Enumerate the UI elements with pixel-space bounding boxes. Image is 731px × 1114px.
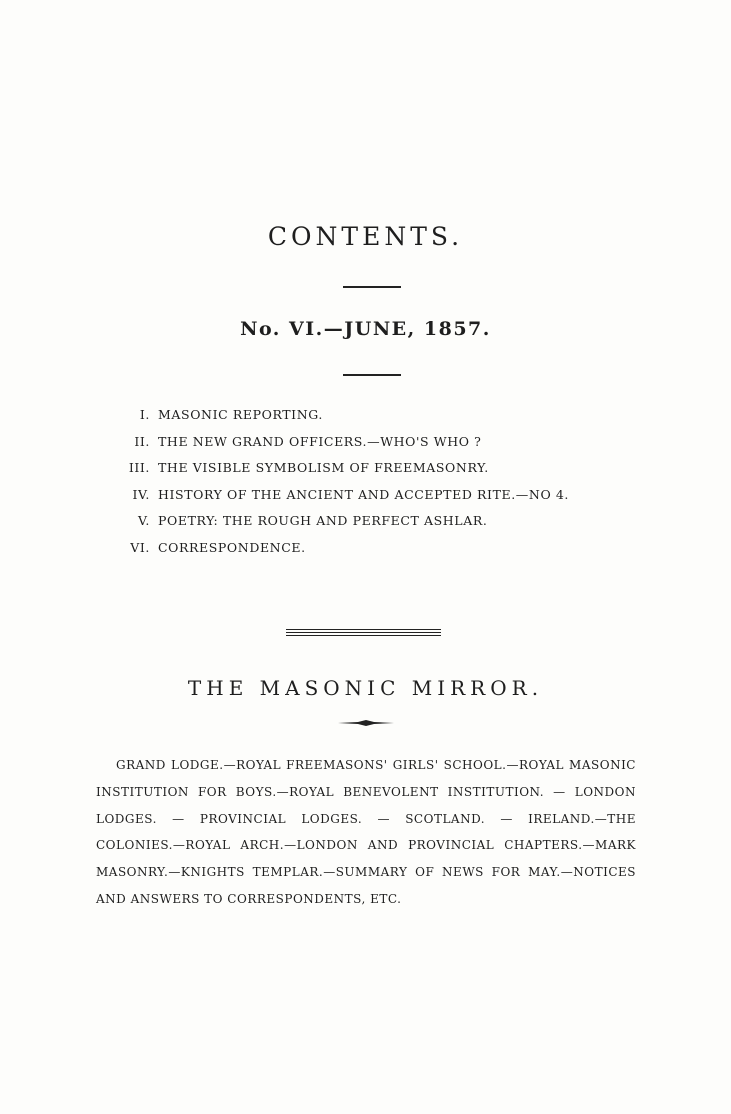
item-title: THE VISIBLE SYMBOLISM OF FREEMASONRY. [158, 460, 489, 476]
item-number: V. [137, 513, 150, 529]
contents-item [112, 482, 632, 509]
item-title: CORRESPONDENCE. [158, 539, 306, 555]
contents-item [112, 402, 632, 429]
contents-item [112, 429, 632, 456]
title-rule [343, 286, 401, 288]
item-number: II. [134, 433, 150, 449]
item-title: POETRY: THE ROUGH AND PERFECT ASHLAR. [158, 513, 488, 529]
contents-item [112, 508, 632, 535]
item-number: IV. [132, 486, 150, 502]
contents-list [112, 402, 632, 562]
issue-rule [343, 374, 401, 376]
item-number: III. [128, 460, 150, 476]
double-rule-middle [286, 632, 441, 633]
section-title: THE MASONIC MIRROR. [187, 676, 544, 700]
item-title: MASONIC REPORTING. [158, 407, 323, 422]
ornament-rule-icon [338, 719, 394, 727]
issue-heading: No. VI.—JUNE, 1857. [240, 318, 491, 340]
item-number: VI. [130, 539, 150, 555]
section-summary: GRAND LODGE.—ROYAL FREEMASONS' GIRLS' SCHOOL.—ROYAL MASONIC INSTITUTION FOR BOYS.—ROYAL BENEVOLENT INSTITUTION. — LONDON LODGES. — PROVINCIAL LODGES. — SCOTLAND. — IRELAND.—THE COLONIES.—ROYAL ARCH.—LONDON AND PROVINCIAL CHAPTERS.—MARK MASONRY.—KNIGHTS TEMPLAR.—SUMMARY OF NEWS FOR MAY.—NOTICES AND ANSWERS TO CORRESPONDENTS, ETC. [96, 758, 636, 906]
contents-title: CONTENTS. [267, 222, 464, 251]
double-rule-top [286, 629, 441, 630]
contents-item [112, 455, 632, 482]
item-title: THE NEW GRAND OFFICERS.—WHO'S WHO ? [158, 433, 482, 449]
item-title: HISTORY OF THE ANCIENT AND ACCEPTED RITE.—NO 4. [158, 486, 569, 502]
item-number: I. [139, 407, 150, 422]
contents-item [112, 535, 632, 562]
double-rule-bottom [286, 635, 441, 636]
